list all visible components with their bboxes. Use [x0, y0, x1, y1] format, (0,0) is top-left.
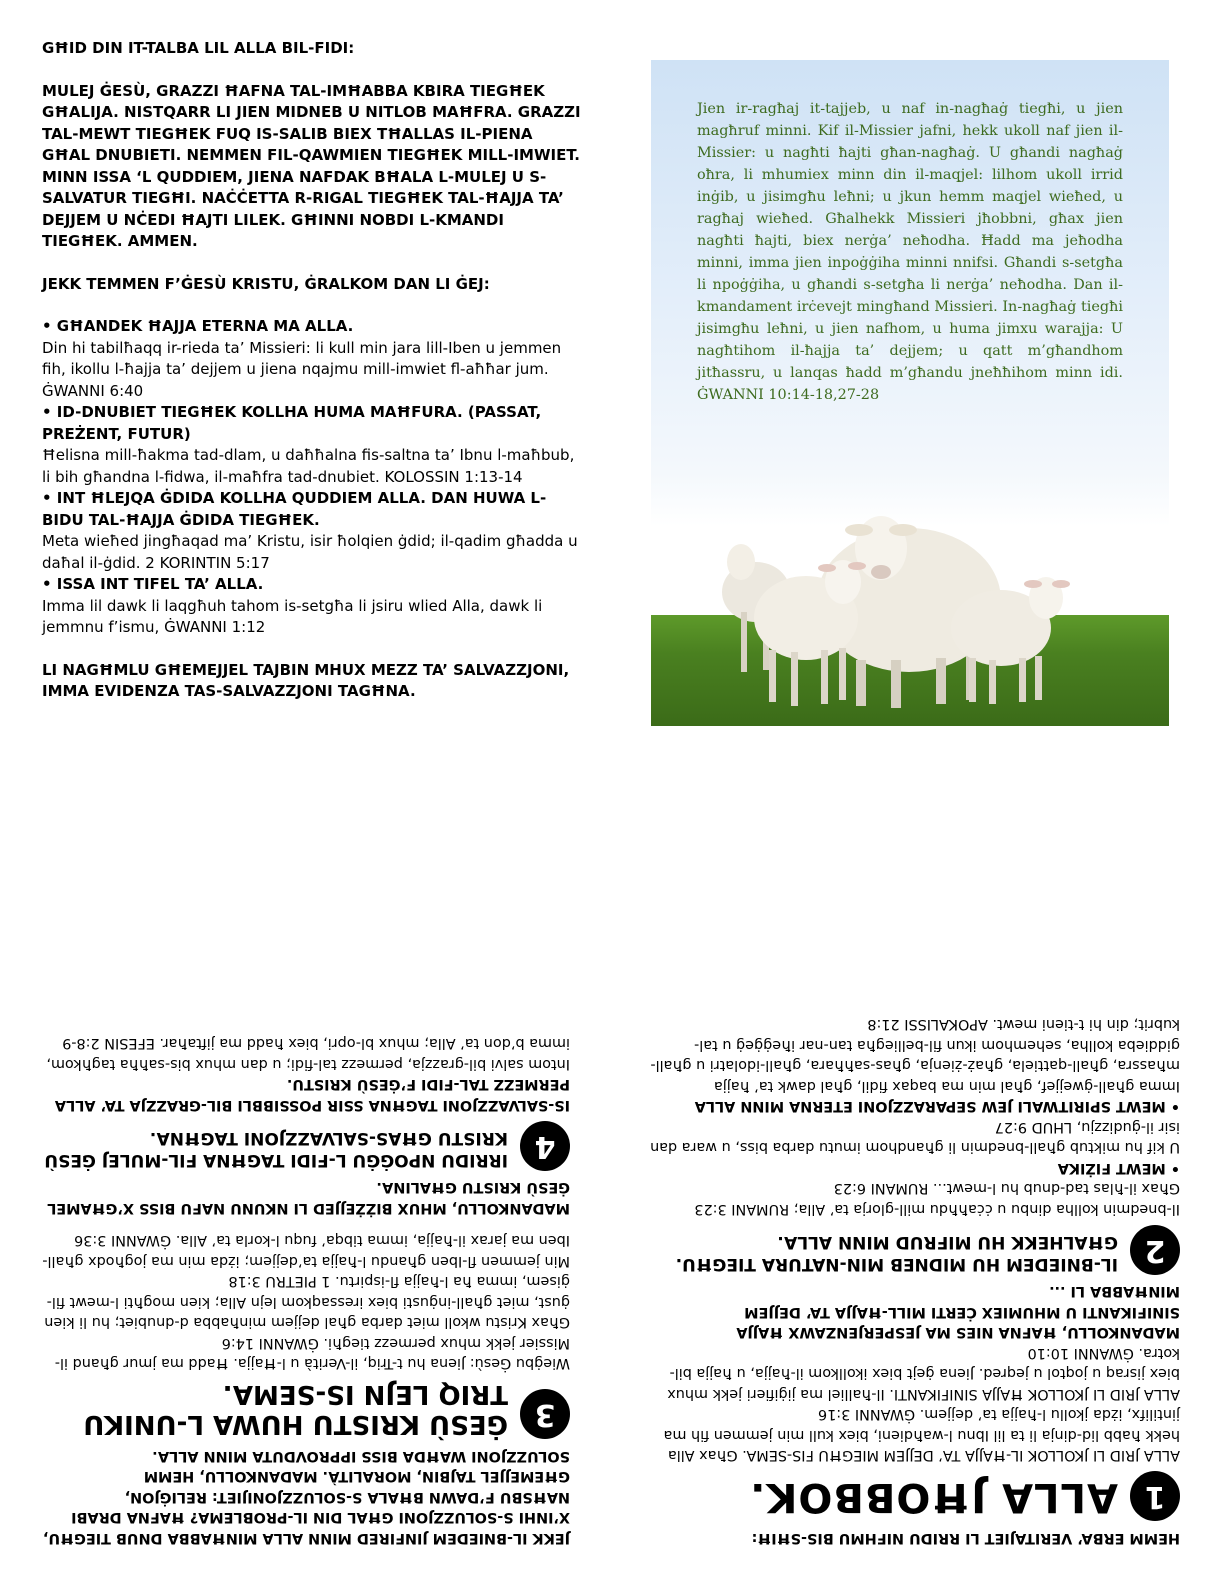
point-body: Din hi tabilħaqq ir-rieda ta’ Missieri: li kull min jara lill-Iben u jemmen fih, ikollu l-ħajja ta’ dejjem u jiena nqajmu mill-imwiet fl-aħħar jum. ĠWANNI 6:40: [42, 338, 562, 400]
shepherd-verse: Jien ir-ragħaj it-tajjeb, u naf in-nagħaġ tiegħi, u jien magħruf minni. Kif il-Missier jafni, hekk ukoll naf jien il-Missier: u nagħti ħajti għan-nagħaġ. U għandi nagħaġ oħra, li mhumiex minn din il-maqjel: lilhom ukoll irrid inġib, u jisimgħu leħni; u jkun hemm maqjel wieħed, u ragħaj wieħed. Għalhekk Missieri jħobbni, għax jien nagħti ħajti, biex nerġa’ neħodha. Ħadd ma jeħodha minni, imma jien inpoġġiha minni nnifsi. Għandi s-setgħa li npoġġiha, u għandi s-setgħa li nerġa’ neħodha. Dan il-kmandament irċevejt mingħand Missieri. In-nagħaġ tiegħi jisimgħu leħni, u jien nafhom, u huma jimxu warajja: U nagħtihom il-ħajja ta’ dejjem; u qatt m’għandhom jitħassru, u lanqas ħadd m’għandu jneħħihom minn idi. ĠWANNI 10:14-18,27-28: [697, 101, 1123, 403]
point-body: Meta wieħed jingħaqad ma’ Kristu, isir ħolqien ġdid; il-qadim għadda u daħal il-ġdid. 2 KORINTIN 5:17: [42, 532, 578, 572]
section-number-badge: 1: [1130, 1472, 1180, 1522]
section-number-badge: 3: [520, 1390, 570, 1440]
point-head: • MEWT SPIRITWALI JEW SEPARAZZJONI ETERNA MINN ALLA: [694, 1098, 1180, 1115]
section-body: Min jemmen fl-Iben għandu l-ħajja ta’dejjem; iżda min ma jogħodx għall-Iben ma jarax il-ħajja, imma tibqa’ fuqu l-korla ta’ Alla. ĠWANNI 3:36: [42, 1232, 570, 1269]
prayer-text: MULEJ ĠESÙ, GRAZZI ĦAFNA TAL-IMĦABBA KBIRA TIEGĦEK GĦALIJA. NISTQARR LI JIEN MIDNEB U NITLOB MAĦFRA. GRAZZI TAL-MEWT TIEGĦEK FUQ IS-SALIB BIEX TĦALLAS IL-PIENA GĦAL DNUBIETI. NEMMEN FIL-QAWMIEN TIEGĦEK MILL-IMWIET. MINN ISSA ‘L QUDDIEM, JIENA NAFDAK BĦALA L-MULEJ U S-SALVATUR TIEGĦI. NAĊĊETTA R-RIGAL TIEGĦEK TAL-ĦAJJA TA’ DEJJEM U NĊEDI ĦAJTI LILEK. GĦINNI NOBDI L-KMANDI TIEGĦEK. AMMEN.: [42, 81, 581, 250]
section-2-heading: [650, 1225, 1180, 1275]
section-1-heading: [650, 1472, 1180, 1522]
point-body: Imma għall-ġwejjef, għal min ma baqax fidil, għal dawk ta’ ħajja mħassra, għall-qattiela, għaż-żienja, għas-saħħara, għall-idolatri u għall-giddieba kollha, sehemhom ikun fil-belliegħa tan-nar iħeġġeġ u tal-kubrit; din hi t-tieni mewt. APOKALISSI 21:8: [650, 1016, 1180, 1094]
believe-line: JEKK TEMMEN F’ĠESÙ KRISTU, ĠRALKOM DAN LI ĠEJ:: [42, 274, 490, 293]
point-head: • GĦANDEK ĦAJJA ETERNA MA ALLA.: [42, 317, 354, 335]
section-title: ALLA JĦOBBOK.: [749, 1474, 1118, 1521]
sheep-photo-panel: [651, 60, 1169, 726]
section-body: Għax Kristu wkoll miet darba għal dejjem minħabba d-dnubiet; hu li kien ġust, miet għall-inġusti biex iressaqkom lejn Alla; kien mogħti l-mewt fil-ġisem, imma ħa l-ħajja fl-ispirtu. 1 PIETRU 3:18: [44, 1273, 570, 1331]
point-head: • MEWT FIŻIKA: [1057, 1160, 1180, 1176]
section-title: IL-BNIEDEM HU MIDNEB MIN-NATURA TIEGĦU. GĦALHEKK HU MIFRUD MINN ALLA.: [675, 1232, 1118, 1274]
section-body: Għax il-ħlas tad-dnub hu l-mewt... RUMANI 6:23: [833, 1180, 1180, 1197]
section-body: Wieġbu Ġesù: Jiena hu t-Triq, il-Verità u l-Ħajja. Ħadd ma jmur għand il-Missier jekk mhux permezz tiegħi. ĠWANNI 14:6: [54, 1335, 570, 1372]
section-note: MADANKOLLU, ĦAFNA NIES MA JESPERJENZAWX ĦAJJA SINIFIKANTI U MHUMIEX ĊERTI MILL-ĦAJJA TA’ DEJJEM MINĦABBA LI ...: [736, 1283, 1180, 1341]
point-body: Ħelisna mill-ħakma tad-dlam, u daħħalna fis-saltna ta’ Ibnu l-maħbub, li bih għandna l-fidwa, il-maħfra tad-dnubiet. KOLOSSIN 1:13-14: [42, 446, 575, 486]
section-body: Intom salvi bil-grazzja, permezz tal-fidi; u dan mhux bis-saħħa tagħkom, imma b’don ta’ Alla; mhux bl-opri, biex ħadd ma jiftaħar. EFESIN 2:8-9: [46, 1035, 570, 1072]
section-note: IS-SALVAZZJONI TAGĦNA SSIR POSSIBBLI BIL-GRAZZJA TA’ ALLA PERMEZZ TAL-FIDI F’ĠESÙ KRISTU.: [54, 1076, 570, 1113]
point-head: • ISSA INT TIFEL TA’ ALLA.: [42, 575, 264, 593]
section-body: ALLA JRID LI JKOLLOK ĦAJJA SINIFIKANTI. Il-ħalliel ma jiġifieri jekk mhux biex jisraq u joqtol u jeqred. Jiena ġejt biex ikollkom il-ħajja, u ħajja bil-kotra. ĠWANNI 10:10: [667, 1345, 1180, 1402]
section-title: ĠESÙ KRISTU HUWA L-UNIKU TRIQ LEJN IS-SEMA.: [83, 1379, 508, 1440]
section-body: ALLA JRID LI JKOLLOK IL-ĦAJJA TA’ DEJJEM MIEGĦU FIS-SEMA. Għax Alla hekk ħabb lid-dinja li ta lil Ibnu l-waħdieni, biex kull min jemmen fih ma jintilifx, iżda jkollu l-ħajja ta’ dejjem. ĠWANNI 3:16: [663, 1406, 1180, 1464]
prayer-panel: [42, 38, 582, 703]
point-body: Imma lil dawk li laqgħuh tahom is-setgħa li jsiru wlied Alla, dawk li jemmnu f’ismu, ĠWANNI 1:12: [42, 596, 543, 636]
closing-statement: LI NAGĦMLU GĦEMEJJEL TAJBIN MHUX MEZZ TA’ SALVAZZJONI, IMMA EVIDENZA TAS-SALVAZZJONI TAGĦNA.: [42, 660, 570, 700]
panel-sections-3-4: [40, 848, 570, 1548]
section-body: Il-bnedmin kollha dinbu u ċċaħħdu mill-glorja ta’ Alla; RUMANI 3:23: [694, 1201, 1180, 1217]
point-head: • ID-DNUBIET TIEGĦEK KOLLHA HUMA MAĦFURA. (PASSAT, PREŻENT, FUTUR): [42, 403, 542, 443]
prayer-title: GĦID DIN IT-TALBA LIL ALLA BIL-FIDI:: [42, 39, 355, 57]
section-note: MADANKOLLU, MHUX BIŻŻEJJED LI NKUNU NAFU BISS X’GĦAMEL ĠESÙ KRISTU GĦALINA.: [47, 1179, 570, 1216]
section-title: IRRIDU NPOĠĠU L-FIDI TAGĦNA FIL-MULEJ ĠESÙ KRISTU GĦAS-SALVAZZJONI TAGĦNA.: [44, 1128, 508, 1170]
point-head: • INT ĦLEJQA ĠDIDA KOLLHA QUDDIEM ALLA. DAN HUWA L-BIDU TAL-ĦAJJA ĠDIDA TIEGĦEK.: [42, 489, 547, 529]
solution-intro: JEKK IL-BNIEDEM JINFIRED MINN ALLA MINĦABBA DNUB TIEGĦU, X’INHI S-SOLUZZJONI GĦAL DIN IL-PROBLEMA? ĦAFNA DRABI NAĦSBU F’DAWN BĦALA S-SOLUZZJONIJIET: RELIĠJON, GĦEMEJJEL TAJBIN, MORALITÀ. MADANKOLLU, HEMM SOLUZZJONI WAĦDA BISS IPPROVDUTA MINN ALLA.: [42, 1448, 570, 1546]
section-4-heading: [40, 1121, 570, 1171]
point-body: U kif hu miktub għall-bnedmin li għandhom imutu darba biss, u wara dan isir il-ġudizzju, LHUD 9:27: [650, 1119, 1180, 1156]
truths-intro: HEMM ERBA’ VERITAJIET LI RRIDU NIFHMU BIS-SĦIĦ:: [751, 1530, 1180, 1546]
sheep-illustration: [651, 500, 1169, 726]
section-number-badge: 2: [1130, 1225, 1180, 1275]
section-3-heading: [40, 1380, 570, 1440]
panel-sections-1-2: [650, 836, 1180, 1548]
section-number-badge: 4: [520, 1121, 570, 1171]
